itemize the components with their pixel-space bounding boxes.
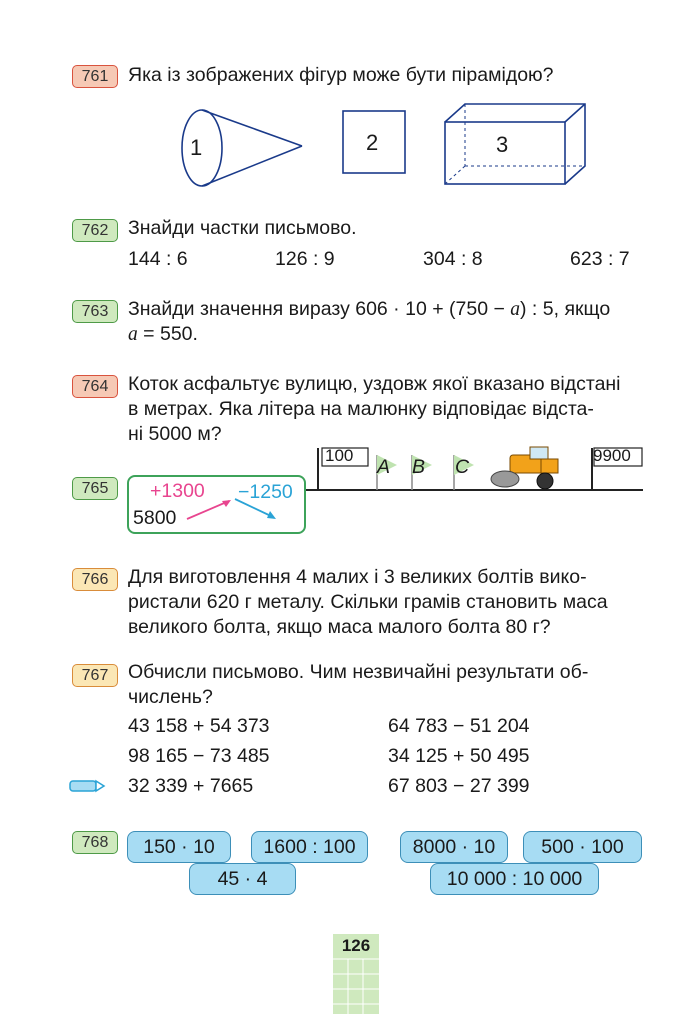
task-number-766: 766 (72, 568, 118, 591)
expr-762-2: 126 : 9 (275, 248, 335, 270)
task-766-line2: ристали 620 г металу. Скільки грамів становить маса (128, 591, 608, 613)
task-764-line2: в метрах. Яка літера на малюнку відповідає відста- (128, 398, 594, 420)
chain-765-plus: +1300 (150, 480, 205, 502)
task-number-761: 761 (72, 65, 118, 88)
task-766-line1: Для виготовлення 4 малих і 3 великих болтів вико- (128, 566, 587, 588)
task-number-768: 768 (72, 831, 118, 854)
chain-765-minus: −1250 (238, 481, 293, 503)
pencil-icon (68, 778, 106, 794)
page-number: 126 (341, 936, 371, 955)
expr-767-right-3: 67 803 − 27 399 (388, 775, 530, 797)
roller-icon (491, 447, 558, 489)
task-764-line3: ні 5000 м? (128, 423, 222, 445)
flag-label-a: A (377, 456, 391, 478)
box-figure (445, 104, 585, 184)
expr-762-4: 623 : 7 (570, 248, 630, 270)
expr-767-left-1: 43 158 + 54 373 (128, 715, 270, 737)
pill-8000x10: 8000 · 10 (400, 831, 508, 863)
task-767-line1: Обчисли письмово. Чим незвичайні результати об- (128, 661, 589, 683)
chain-765-start: 5800 (133, 507, 177, 529)
expr-767-right-1: 64 783 − 51 204 (388, 715, 530, 737)
task-766-line3: великого болта, якщо маса малого болта 80 г? (128, 616, 551, 638)
pill-10000div10000: 10 000 : 10 000 (430, 863, 599, 895)
road-start-label: 100 (325, 446, 354, 465)
expr-762-1: 144 : 6 (128, 248, 188, 270)
expr-767-right-2: 34 125 + 50 495 (388, 745, 530, 767)
pill-150x10: 150 · 10 (127, 831, 231, 863)
task-764-line1: Коток асфальтує вулицю, уздовж якої вказано відстані (128, 373, 621, 395)
pill-1600div100: 1600 : 100 (251, 831, 368, 863)
flag-label-c: C (455, 456, 470, 478)
road-end-label: 9900 (593, 446, 631, 465)
task-762-text: Знайди частки письмово. (128, 217, 357, 239)
task-number-767: 767 (72, 664, 118, 687)
expr-767-left-2: 98 165 − 73 485 (128, 745, 270, 767)
task-763-line1: Знайди значення виразу 606 · 10 + (750 − a) : 5, якщо (128, 298, 611, 320)
figure-label-3: 3 (496, 132, 509, 157)
task-number-764: 764 (72, 375, 118, 398)
figure-label-2: 2 (366, 130, 379, 155)
expr-762-3: 304 : 8 (423, 248, 483, 270)
task-767-line2: числень? (128, 686, 213, 708)
chain-765-arrows (185, 495, 285, 525)
task-number-763: 763 (72, 300, 118, 323)
task-763-line2: a = 550. (128, 323, 198, 345)
task-number-762: 762 (72, 219, 118, 242)
task-number-765: 765 (72, 477, 118, 500)
figures-761 (175, 100, 595, 190)
pill-45x4: 45 · 4 (189, 863, 296, 895)
task-761-text: Яка із зображених фігур може бути пірамідою? (128, 64, 554, 86)
expr-767-left-3: 32 339 + 7665 (128, 775, 254, 797)
figure-label-1: 1 (190, 135, 203, 160)
pill-500x100: 500 · 100 (523, 831, 642, 863)
flag-label-b: B (412, 456, 426, 478)
